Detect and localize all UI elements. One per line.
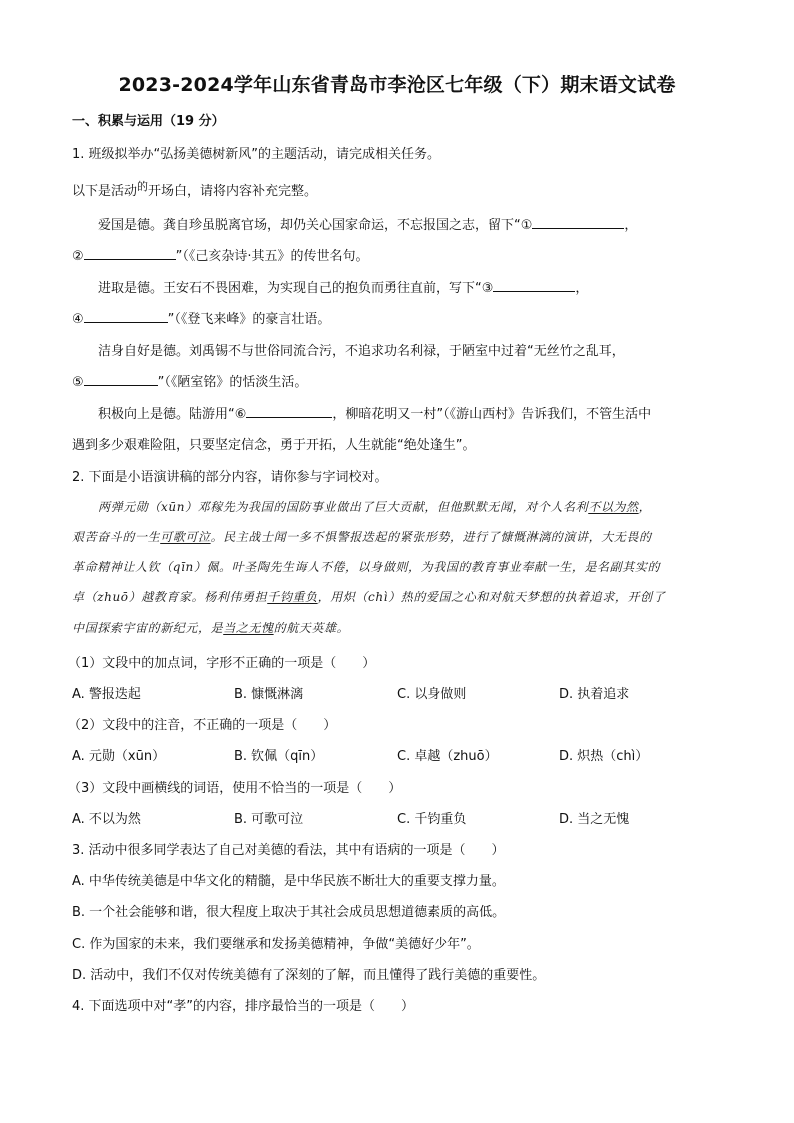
passage-text: ，用炽（chì）热的爱国之心和对航天梦想的执着追求，开创了 bbox=[317, 590, 666, 604]
q1-para-4-cont: 遇到多少艰难险阻，只要坚定信念，勇于开拓，人生就能“绝处逢生”。 bbox=[72, 438, 476, 453]
q1-intro-text-b: 开场白，请将内容补充完整。 bbox=[148, 184, 318, 199]
q1-intro bbox=[72, 180, 317, 199]
q2-passage-line-3: 革命精神让人钦（qīn）佩。叶圣陶先生诲人不倦，以身做则，为我国的教育事业奉献一生，是名副其实的 bbox=[72, 560, 661, 574]
q3-option-b[interactable]: B. 一个社会能够和谐，很大程度上取决于其社会成员思想道德素质的高低。 bbox=[72, 905, 506, 920]
q2-sub3-option-c[interactable]: C. 千钧重负 bbox=[397, 812, 467, 827]
q1-p4-text-b: ，柳暗花明又一村”（《游山西村》告诉我们，不管生活中 bbox=[332, 407, 652, 422]
underlined-phrase-4: 当之无愧 bbox=[223, 621, 274, 635]
q2-sub1-option-d[interactable]: D. 执着追求 bbox=[559, 687, 630, 702]
q4-stem: 4. 下面选项中对“孝”的内容，排序最恰当的一项是（ ） bbox=[72, 999, 415, 1014]
q2-passage-line-5 bbox=[72, 619, 349, 636]
q1-p1-source: ”（《己亥杂诗·其五》的传世名句。 bbox=[175, 249, 369, 264]
q3-stem: 3. 活动中很多同学表达了自己对美德的看法，其中有语病的一项是（ ） bbox=[72, 843, 505, 858]
passage-text: 中国探索宇宙的新纪元，是 bbox=[72, 621, 224, 635]
q2-sub2-option-a[interactable]: A. 元勋（xūn） bbox=[72, 749, 166, 764]
blank-6[interactable] bbox=[246, 405, 332, 418]
q2-sub2-option-c[interactable]: C. 卓越（zhuō） bbox=[397, 749, 498, 764]
q2-sub1-option-a[interactable]: A. 警报迭起 bbox=[72, 687, 141, 702]
q1-p1-text: 爱国是德。龚自珍虽脱离官场，却仍关心国家命运，不忘报国之志，留下“① bbox=[98, 218, 533, 233]
q1-para-3-cont bbox=[72, 371, 307, 390]
q1-p2-comma: ， bbox=[575, 281, 589, 296]
q1-para-3: 洁身自好是德。刘禹锡不与世俗同流合污，不追求功名利禄，于陋室中过着“无丝竹之乱耳， bbox=[98, 344, 625, 359]
passage-text: 两弹元勋（xūn）邓稼先为我国的国防事业做出了巨大贡献，但他默默无闻，对个人名利 bbox=[98, 500, 589, 514]
page-title: 2023-2024学年山东省青岛市李沧区七年级（下）期末语文试卷 bbox=[118, 74, 676, 96]
q1-p2-text: 进取是德。王安石不畏困难，为实现自己的抱负而勇往直前，写下“③ bbox=[98, 281, 494, 296]
underlined-phrase-3: 千钧重负 bbox=[267, 590, 318, 604]
q2-passage-line-2 bbox=[72, 528, 652, 545]
blank-4-marker: ④ bbox=[72, 312, 84, 327]
q2-sub2-stem: （2）文段中的注音，不正确的一项是（ ） bbox=[68, 718, 337, 733]
q2-passage-line-4 bbox=[72, 588, 665, 605]
blank-4[interactable] bbox=[84, 310, 168, 323]
blank-5-marker: ⑤ bbox=[72, 375, 84, 390]
q3-option-d[interactable]: D. 活动中，我们不仅对传统美德有了深刻的了解，而且懂得了践行美德的重要性。 bbox=[72, 968, 546, 983]
q3-option-c[interactable]: C. 作为国家的未来，我们要继承和发扬美德精神，争做“美德好少年”。 bbox=[72, 937, 480, 952]
q1-intro-text-a: 以下是活动 bbox=[72, 184, 138, 199]
passage-text: ， bbox=[638, 500, 652, 514]
blank-1[interactable] bbox=[532, 216, 624, 229]
q2-sub1-option-c[interactable]: C. 以身做则 bbox=[397, 687, 467, 702]
blank-2[interactable] bbox=[84, 247, 176, 260]
q3-option-a[interactable]: A. 中华传统美德是中华文化的精髓，是中华民族不断壮大的重要支撑力量。 bbox=[72, 874, 505, 889]
passage-text: 艰苦奋斗的一生 bbox=[72, 530, 161, 544]
passage-text: 。民主战士闻一多不惧警报迭起的紧张形势，进行了慷慨淋漓的演讲，大无畏的 bbox=[210, 530, 652, 544]
q2-passage-line-1 bbox=[98, 498, 651, 515]
q2-sub3-option-a[interactable]: A. 不以为然 bbox=[72, 812, 141, 827]
q1-intro-sup: 的 bbox=[137, 180, 149, 193]
q2-stem: 2. 下面是小语演讲稿的部分内容，请你参与字词校对。 bbox=[72, 470, 388, 485]
underlined-phrase-1: 不以为然 bbox=[588, 500, 639, 514]
section-heading: 一、积累与运用（19 分） bbox=[72, 114, 225, 129]
q1-para-2 bbox=[98, 277, 588, 296]
passage-text: 的航天英雄。 bbox=[273, 621, 350, 635]
q1-p4-text: 积极向上是德。陆游用“⑥ bbox=[98, 407, 247, 422]
passage-text: 卓（zhuō）越教育家。杨利伟勇担 bbox=[72, 590, 268, 604]
underlined-phrase-2: 可歌可泣 bbox=[160, 530, 211, 544]
q2-sub3-option-b[interactable]: B. 可歌可泣 bbox=[234, 812, 304, 827]
q1-para-1 bbox=[98, 214, 637, 233]
q1-p1-comma: ， bbox=[624, 218, 638, 233]
blank-5[interactable] bbox=[84, 373, 158, 386]
q1-para-2-cont bbox=[72, 308, 330, 327]
blank-3[interactable] bbox=[493, 279, 575, 292]
q2-sub2-option-b[interactable]: B. 钦佩（qīn） bbox=[234, 749, 324, 764]
q1-para-4 bbox=[98, 403, 651, 422]
q2-sub1-stem: （1）文段中的加点词，字形不正确的一项是（ ） bbox=[68, 656, 376, 671]
q1-stem: 1. 班级拟举办“弘扬美德树新风”的主题活动，请完成相关任务。 bbox=[72, 147, 441, 162]
q2-sub3-option-d[interactable]: D. 当之无愧 bbox=[559, 812, 630, 827]
blank-2-marker: ② bbox=[72, 249, 84, 264]
q1-p3-source: ”（《陋室铭》的恬淡生活。 bbox=[157, 375, 308, 390]
q2-sub2-option-d[interactable]: D. 炽热（chì） bbox=[559, 749, 649, 764]
q2-sub3-stem: （3）文段中画横线的词语，使用不恰当的一项是（ ） bbox=[68, 781, 402, 796]
q2-sub1-option-b[interactable]: B. 慷慨淋漓 bbox=[234, 687, 304, 702]
q1-p2-source: ”（《登飞来峰》的豪言壮语。 bbox=[167, 312, 331, 327]
q1-para-1-cont bbox=[72, 245, 369, 264]
